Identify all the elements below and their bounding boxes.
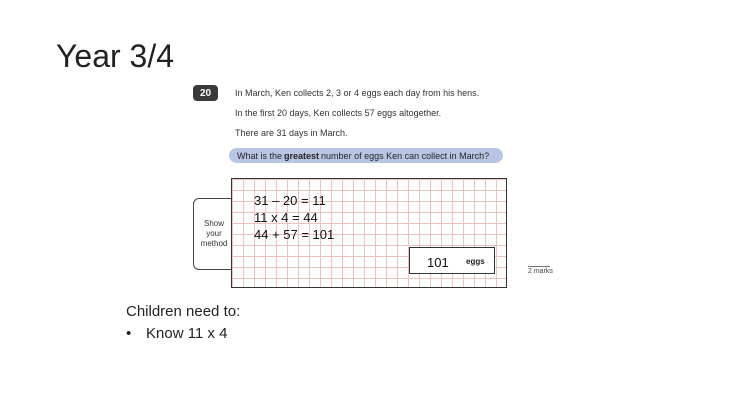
bullet-text: Know 11 x 4 [146,325,228,342]
method-tab-line-2: your [206,229,222,238]
answer-value: 101 [427,255,449,270]
bullet-icon: • [126,325,132,342]
working-line-3: 44 + 57 = 101 [254,227,335,242]
notes-heading: Children need to: [126,303,241,320]
marks-label: 2 marks [528,268,553,275]
prompt-text-start: What is the [237,150,283,161]
notes-bullet-item [126,325,227,342]
method-tab-line-1: Show [203,219,224,228]
question-number-badge: 20 [193,85,218,101]
method-tab-line-3: method [200,239,228,248]
question-prompt [229,148,503,163]
question-line-1: In March, Ken collects 2, 3 or 4 eggs each day from his hens. [235,88,480,98]
question-line-2: In the first 20 days, Ken collects 57 eggs altogether. [235,108,442,118]
working-line-2: 11 x 4 = 44 [254,210,318,225]
show-method-tab [193,198,234,270]
slide-title: Year 3/4 [56,38,175,74]
prompt-text-bold: greatest [284,150,320,161]
marks-divider [528,266,550,267]
working-line-1: 31 – 20 = 11 [254,193,326,208]
prompt-text-end: number of eggs Ken can collect in March? [321,150,490,161]
question-line-3: There are 31 days in March. [235,128,348,138]
answer-unit: eggs [466,257,485,266]
